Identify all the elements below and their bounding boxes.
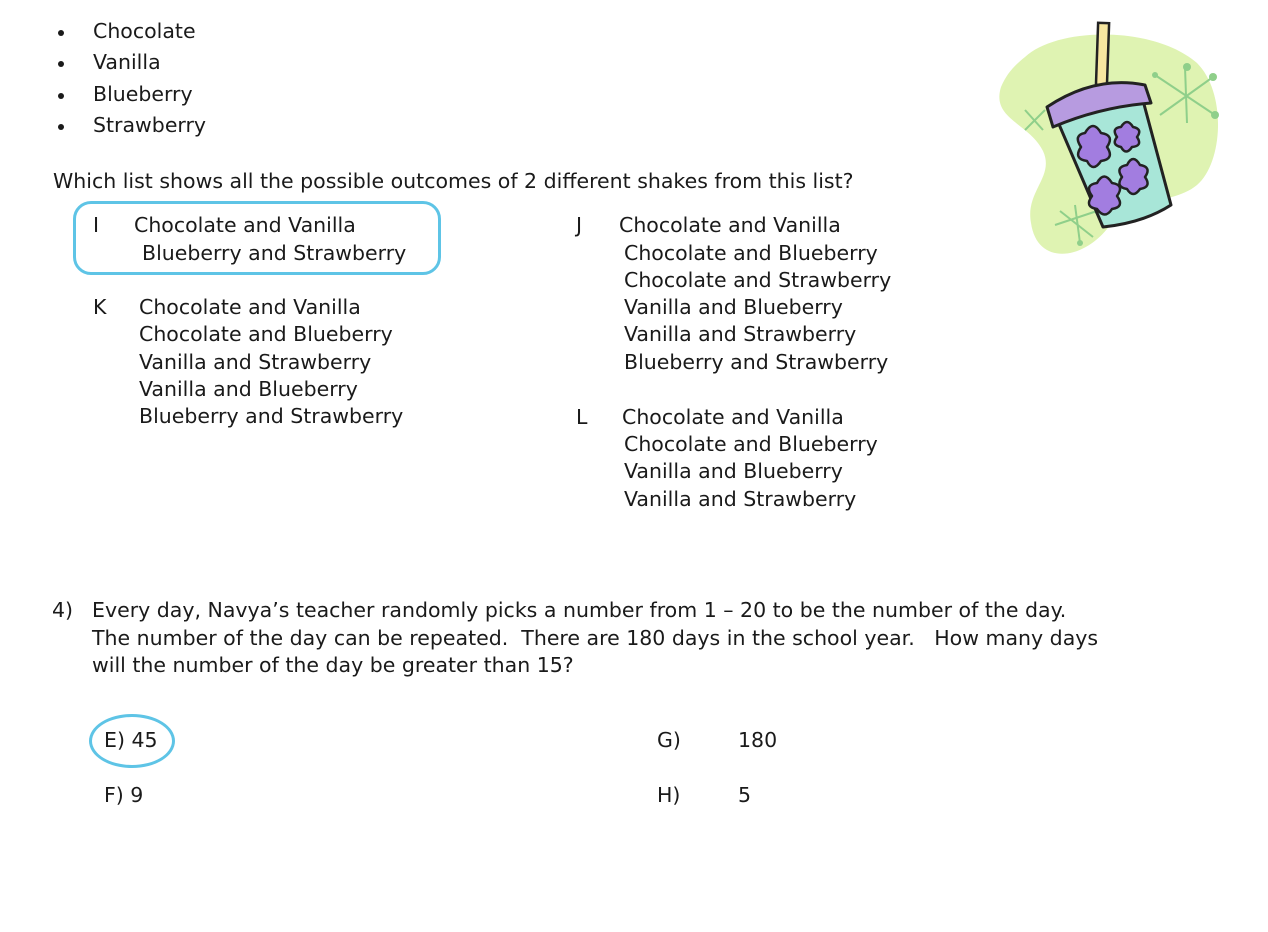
- option-line: Blueberry and Strawberry: [142, 241, 407, 265]
- bullet-icon: [58, 30, 64, 36]
- option-line: Vanilla and Strawberry: [139, 350, 372, 374]
- flavor-item: Blueberry: [93, 82, 193, 106]
- question-text-line: Every day, Navya’s teacher randomly picks a number from 1 – 20 to be the number of the day.: [92, 598, 1067, 622]
- option-letter: K: [93, 295, 107, 319]
- option-value: 180: [738, 728, 778, 752]
- option-line: Vanilla and Blueberry: [139, 377, 358, 401]
- option-line: Vanilla and Strawberry: [624, 487, 857, 511]
- option-line: Chocolate and Vanilla: [622, 405, 844, 429]
- option-value: 5: [738, 783, 752, 807]
- question-prompt: Which list shows all the possible outcomes of 2 different shakes from this list?: [53, 169, 854, 193]
- question-text-line: The number of the day can be repeated. There are 180 days in the school year. How many days: [92, 626, 1099, 650]
- option-line: Vanilla and Strawberry: [624, 322, 857, 346]
- question-number: 4): [52, 598, 74, 622]
- option-letter: J: [576, 213, 583, 237]
- bullet-icon: [58, 124, 64, 130]
- option-line: Chocolate and Blueberry: [624, 432, 878, 456]
- bullet-icon: [58, 61, 64, 67]
- flavor-item: Vanilla: [93, 50, 161, 74]
- option-line: Vanilla and Blueberry: [624, 295, 843, 319]
- option-line: Chocolate and Vanilla: [139, 295, 361, 319]
- option-line: Chocolate and Vanilla: [619, 213, 841, 237]
- option-letter: H): [657, 783, 681, 807]
- answer-option-f[interactable]: F) 9: [104, 783, 144, 807]
- flavor-item: Strawberry: [93, 113, 207, 137]
- option-line: Blueberry and Strawberry: [624, 350, 889, 374]
- option-line: Chocolate and Vanilla: [134, 213, 356, 237]
- option-letter: I: [93, 213, 100, 237]
- option-line: Chocolate and Strawberry: [624, 268, 892, 292]
- option-line: Vanilla and Blueberry: [624, 459, 843, 483]
- flavor-item: Chocolate: [93, 19, 196, 43]
- bullet-icon: [58, 93, 64, 99]
- option-letter: G): [657, 728, 681, 752]
- milkshake-cup-icon: [985, 15, 1230, 265]
- answer-option-e[interactable]: E) 45: [104, 728, 158, 752]
- option-line: Chocolate and Blueberry: [624, 241, 878, 265]
- option-line: Blueberry and Strawberry: [139, 404, 404, 428]
- question-text-line: will the number of the day be greater than 15?: [92, 653, 574, 677]
- option-letter: L: [576, 405, 588, 429]
- option-line: Chocolate and Blueberry: [139, 322, 393, 346]
